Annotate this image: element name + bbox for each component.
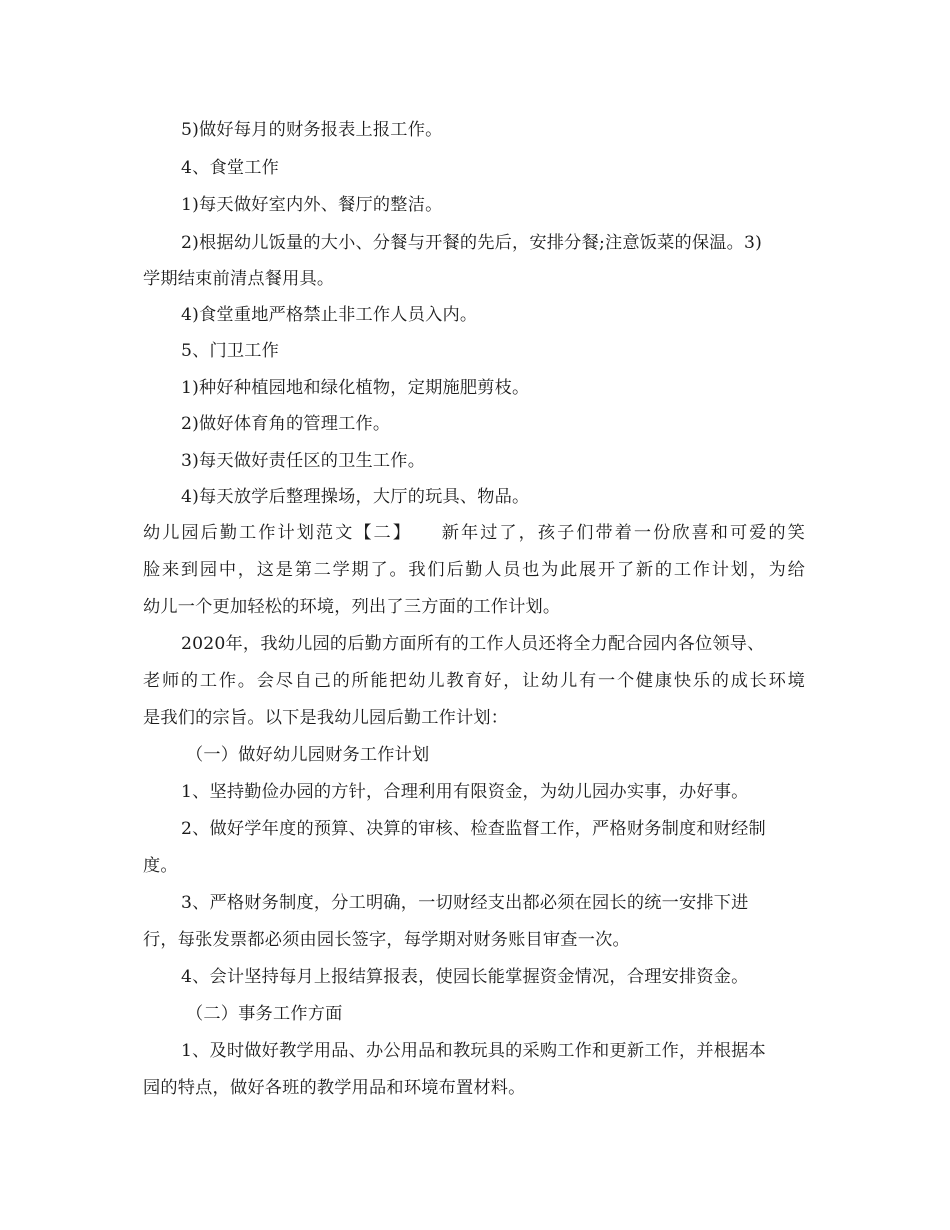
text-line: 1)种好种植园地和绿化植物，定期施肥剪枝。: [181, 378, 530, 398]
text-line: 行，每张发票都必须由园长签字，每学期对财务账目审查一次。: [143, 930, 630, 950]
article-title-line: 幼儿园后勤工作计划范文【二】 新年过了，孩子们带着一份欣喜和可爱的笑: [143, 523, 805, 543]
section-heading: （一）做好幼儿园财务工作计划: [186, 745, 430, 765]
text-line: 是我们的宗旨。以下是我幼儿园后勤工作计划：: [143, 708, 509, 728]
text-line: 3、严格财务制度，分工明确，一切财经支出都必须在园长的统一安排下进: [181, 893, 749, 913]
text-line: 3)每天做好责任区的卫生工作。: [181, 451, 426, 471]
text-line: 1、及时做好教学用品、办公用品和教玩具的采购工作和更新工作，并根据本: [181, 1041, 766, 1061]
text-line: 度。: [143, 856, 178, 876]
text-line: 4、会计坚持每月上报结算报表，使园长能掌握资金情况，合理安排资金。: [181, 967, 749, 987]
text-line: 4)每天放学后整理操场，大厅的玩具、物品。: [181, 487, 530, 507]
text-line: 脸来到园中，这是第二学期了。我们后勤人员也为此展开了新的工作计划，为给: [143, 560, 805, 580]
section-heading: 4、食堂工作: [181, 158, 280, 178]
text-line: 学期结束前清点餐用具。: [143, 269, 335, 289]
section-heading: 5、门卫工作: [181, 341, 280, 361]
text-line: 2)做好体育角的管理工作。: [181, 414, 391, 434]
text-line: 2020年，我幼儿园的后勤方面所有的工作人员还将全力配合园内各位领导、: [181, 634, 765, 654]
text-line: 园的特点，做好各班的教学用品和环境布置材料。: [143, 1078, 526, 1098]
text-line: 1)每天做好室内外、餐厅的整洁。: [181, 195, 443, 215]
text-line: 2)根据幼儿饭量的大小、分餐与开餐的先后，安排分餐;注意饭菜的保温。3): [181, 233, 763, 253]
section-heading: （二）事务工作方面: [186, 1004, 343, 1024]
text-line: 2、做好学年度的预算、决算的审核、检查监督工作，严格财务制度和财经制: [181, 819, 766, 839]
text-line: 1、坚持勤俭办园的方针，合理利用有限资金，为幼儿园办实事，办好事。: [181, 782, 749, 802]
text-line: 4)食堂重地严格禁止非工作人员入内。: [181, 305, 478, 325]
text-line: 老师的工作。会尽自己的所能把幼儿教育好，让幼儿有一个健康快乐的成长环境: [143, 671, 805, 691]
text-line: 幼儿一个更加轻松的环境，列出了三方面的工作计划。: [143, 597, 561, 617]
text-line: 5)做好每月的财务报表上报工作。: [181, 120, 443, 140]
